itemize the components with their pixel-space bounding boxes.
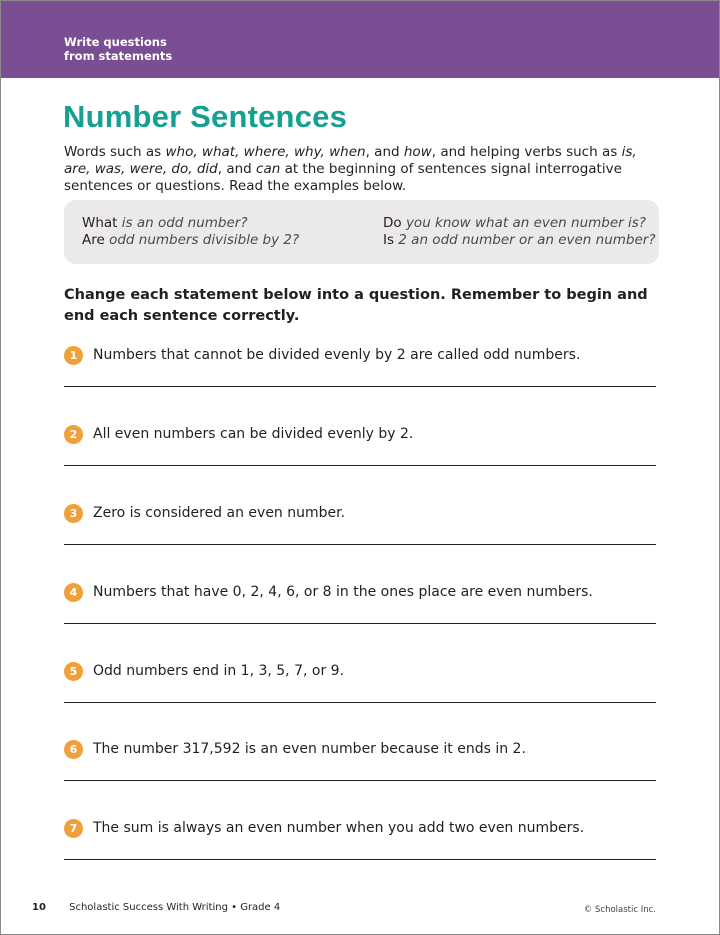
example-sentence (82, 215, 299, 232)
answer-line[interactable] (64, 859, 656, 860)
example-sentence (82, 232, 299, 249)
page-title: Number Sentences (63, 99, 348, 134)
example-question-word: Do (383, 215, 402, 231)
example-rest: odd numbers divisible by 2? (104, 232, 300, 248)
examples-right-column (383, 215, 656, 249)
answer-line[interactable] (64, 544, 656, 545)
intro-text: at the beginning of sentences signal interrogative sentences or questions. Read the examples below. (64, 161, 622, 194)
intro-italic-words: who, what, where, why, when (165, 144, 366, 160)
example-rest: is an odd number? (117, 215, 248, 231)
statement-text: All even numbers can be divided evenly by 2. (93, 426, 414, 442)
item-number-badge: 3 (64, 504, 83, 523)
item-number-badge: 2 (64, 425, 83, 444)
item-number-badge: 4 (64, 583, 83, 602)
section-tag-line: Write questions (64, 35, 167, 49)
intro-italic-words: is, are, was, were, do, did (64, 144, 637, 177)
section-tag (64, 35, 172, 63)
example-question-word: What (82, 215, 118, 231)
statement-text: Numbers that have 0, 2, 4, 6, or 8 in the ones place are even numbers. (93, 584, 593, 600)
statement-text: Odd numbers end in 1, 3, 5, 7, or 9. (93, 663, 345, 679)
statement-text: The number 317,592 is an even number because it ends in 2. (93, 741, 526, 757)
footer (32, 902, 280, 913)
example-question-word: Is (383, 232, 395, 248)
copyright: © Scholastic Inc. (583, 905, 656, 915)
instructions: Change each statement below into a question. Remember to begin and end each sentence correctly. (64, 287, 648, 324)
statement-text: Zero is considered an even number. (93, 505, 346, 521)
intro-text: , and (217, 161, 257, 177)
example-rest: you know what an even number is? (401, 215, 646, 231)
answer-line[interactable] (64, 780, 656, 781)
item-number-badge: 5 (64, 662, 83, 681)
book-title: Scholastic Success With Writing • Grade 4 (69, 902, 281, 913)
intro-text: Words such as (64, 144, 166, 160)
intro-paragraph (64, 144, 644, 195)
intro-italic-words: can (256, 161, 281, 177)
item-number-badge: 6 (64, 740, 83, 759)
intro-italic-words: how (403, 144, 432, 160)
intro-text: , and (365, 144, 404, 160)
section-tag-line: from statements (64, 49, 173, 63)
example-sentence (383, 232, 656, 249)
answer-line[interactable] (64, 623, 656, 624)
example-box (64, 200, 659, 264)
statement-text: Numbers that cannot be divided evenly by 2 are called odd numbers. (93, 347, 581, 363)
answer-line[interactable] (64, 386, 656, 387)
item-number-badge: 7 (64, 819, 83, 838)
page-number: 10 (32, 902, 46, 913)
item-number-badge: 1 (64, 346, 83, 365)
example-question-word: Are (82, 232, 105, 248)
answer-line[interactable] (64, 465, 656, 466)
intro-text: , and helping verbs such as (431, 144, 622, 160)
example-rest: 2 an odd number or an even number? (394, 232, 656, 248)
examples-left-column (82, 215, 299, 249)
example-sentence (383, 215, 656, 232)
statement-text: The sum is always an even number when you add two even numbers. (93, 820, 585, 836)
answer-line[interactable] (64, 702, 656, 703)
